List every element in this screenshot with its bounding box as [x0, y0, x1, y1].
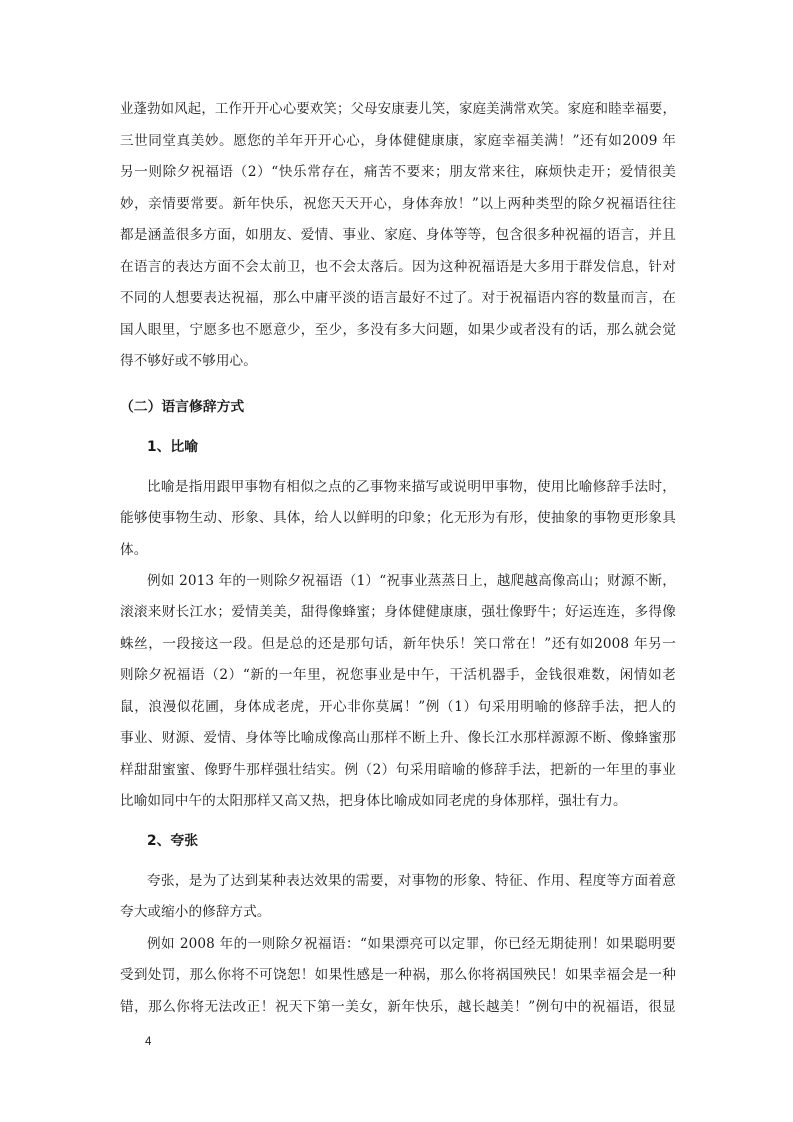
body-line: 在语言的表达方面不会太前卫，也不会太落后。因为这种祝福语是大多用于群发信息，针对	[120, 259, 676, 275]
body-line: 妙，亲情要常要。新年快乐，祝您天天开心，身体奔放！”以上两种类型的除夕祝福语往往	[120, 196, 676, 212]
body-line: 得不够好或不够用心。	[120, 353, 257, 369]
body-line: 都是涵盖很多方面，如朋友、爱情、事业、家庭、身体等等，包含很多种祝福的语言，并且	[120, 227, 676, 243]
subheading-metaphor: 1、比喻	[147, 439, 198, 455]
body-line: 鼠，浪漫似花圃，身体成老虎，开心非你莫属！”例（1）句采用明喻的修辞手法，把人的	[120, 699, 676, 715]
body-line: 三世同堂真美妙。愿您的羊年开开心心，身体健健康康，家庭幸福美满！”还有如2009 年	[120, 133, 676, 149]
body-line: 体。	[120, 542, 148, 558]
body-line: 例如 2013 年的一则除夕祝福语（1）“祝事业蒸蒸日上，越爬越高像高山；财源不断，	[147, 573, 676, 589]
body-line: 事业、财源、爱情、身体等比喻成像高山那样不断上升、像长江水那样源源不断、像蜂蜜那	[120, 730, 676, 746]
subheading-hyperbole: 2、夸张	[147, 833, 198, 849]
body-line: 则除夕祝福语（2）“新的一年里，祝您事业是中午，干活机器手，金钱很难数，闲情如老	[120, 667, 676, 683]
body-line: 另一则除夕祝福语（2）“快乐常存在，痛苦不要来；朋友常来往，麻烦快走开；爱情很美	[120, 164, 676, 180]
body-line: 比喻是指用跟甲事物有相似之点的乙事物来描写或说明甲事物，使用比喻修辞手法时，	[147, 479, 676, 495]
page-number: 4	[145, 1036, 152, 1048]
body-line: 例如 2008 年的一则除夕祝福语：“如果漂亮可以定罪，你已经无期徒刑！如果聪明要	[147, 936, 676, 952]
body-line: 样甜甜蜜蜜、像野牛那样强壮结实。例（2）句采用暗喻的修辞手法，把新的一年里的事业	[120, 762, 676, 778]
body-line: 受到处罚，那么你将不可饶恕！如果性感是一种祸，那么你将祸国殃民！如果幸福会是一种	[120, 967, 676, 983]
body-line: 错，那么你将无法改正！祝天下第一美女，新年快乐，越长越美！”例句中的祝福语，很显	[120, 999, 676, 1015]
body-line: 夸张，是为了达到某种表达效果的需要，对事物的形象、特征、作用、程度等方面着意	[147, 873, 676, 889]
body-line: 比喻如同中午的太阳那样又高又热，把身体比喻成如同老虎的身体那样，强壮有力。	[120, 793, 627, 809]
body-line: 不同的人想要表达祝福，那么中庸平淡的语言最好不过了。对于祝福语内容的数量而言，在	[120, 290, 676, 306]
section-heading: （二）语言修辞方式	[120, 399, 245, 415]
body-line: 蛛丝，一段接这一段。但是总的还是那句话，新年快乐！笑口常在！”还有如2008 年另一	[120, 636, 676, 652]
body-line: 国人眼里，宁愿多也不愿意少，至少，多没有多大问题，如果少或者没有的话，那么就会觉	[120, 322, 676, 338]
body-line: 能够使事物生动、形象、具体，给人以鲜明的印象；化无形为有形，使抽象的事物更形象具	[120, 510, 676, 526]
body-line: 业蓬勃如风起，工作开开心心要欢笑；父母安康妻儿笑，家庭美满常欢笑。家庭和睦幸福要，	[120, 102, 676, 117]
body-line: 夸大或缩小的修辞方式。	[120, 904, 271, 920]
body-line: 滚滚来财长江水；爱情美美，甜得像蜂蜜；身体健健康康，强壮像野牛；好运连连，多得像	[120, 604, 676, 620]
